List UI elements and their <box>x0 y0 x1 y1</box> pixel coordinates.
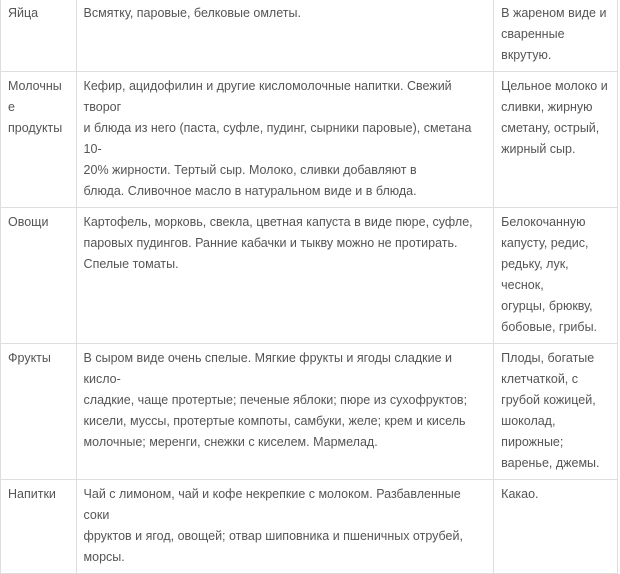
allowed-foods: В сыром виде очень спелые. Мягкие фрукты и ягоды сладкие и кисло- сладкие, чаще протертые; печеные яблоки; пюре из сухофруктов; кисели, муссы, протертые компоты, самбуки, желе; крем и кисель молочные; меренги, снежки с киселем. Мармелад. <box>83 351 468 449</box>
forbidden-foods: Цельное молоко и сливки, жирную сметану, острый, жирный сыр. <box>501 79 608 156</box>
allowed-cell <box>76 0 494 72</box>
product-cell <box>1 72 77 208</box>
forbidden-cell <box>494 208 618 344</box>
forbidden-foods: Белокочанную капусту, редис, редьку, лук, чеснок, огурцы, брюкву, бобовые, грибы. <box>501 215 598 334</box>
product-cell <box>1 344 77 480</box>
table-row <box>1 72 618 208</box>
product-cell <box>1 480 77 574</box>
forbidden-foods: Какао. <box>501 487 539 501</box>
allowed-cell <box>76 344 494 480</box>
forbidden-foods: Плоды, богатые клетчаткой, с грубой кожицей, шоколад, пирожные; варенье, джемы. <box>501 351 600 470</box>
allowed-cell <box>76 208 494 344</box>
allowed-foods: Картофель, морковь, свекла, цветная капуста в виде пюре, суфле, паровых пудингов. Ранние кабачки и тыкву можно не протирать. Спелые томаты. <box>83 215 473 271</box>
product-name: Овощи <box>8 215 49 229</box>
product-name: Напитки <box>8 487 56 501</box>
forbidden-cell <box>494 480 618 574</box>
forbidden-cell <box>494 72 618 208</box>
table-row <box>1 344 618 480</box>
product-name: Молочные продукты <box>8 79 63 135</box>
allowed-cell <box>76 72 494 208</box>
table-row <box>1 480 618 574</box>
allowed-foods: Всмятку, паровые, белковые омлеты. <box>83 6 301 20</box>
product-cell <box>1 0 77 72</box>
allowed-foods: Чай с лимоном, чай и кофе некрепкие с молоком. Разбавленные соки фруктов и ягод, овощей; отвар шиповника и пшеничных отрубей, морсы. <box>83 487 463 564</box>
table-row <box>1 208 618 344</box>
table-row <box>1 0 618 72</box>
allowed-foods: Кефир, ацидофилин и другие кисломолочные напитки. Свежий творог и блюда из него (паста, суфле, пудинг, сырники паровые), сметана 10- 20% жирности. Тертый сыр. Молоко, сливки добавляют в блюда. Сливочное масло в натуральном виде и в блюда. <box>83 79 472 198</box>
forbidden-cell <box>494 344 618 480</box>
product-cell <box>1 208 77 344</box>
product-name: Фрукты <box>8 351 51 365</box>
forbidden-cell <box>494 0 618 72</box>
product-name: Яйца <box>8 6 39 20</box>
forbidden-foods: В жареном виде и сваренные вкрутую. <box>501 6 607 62</box>
allowed-cell <box>76 480 494 574</box>
